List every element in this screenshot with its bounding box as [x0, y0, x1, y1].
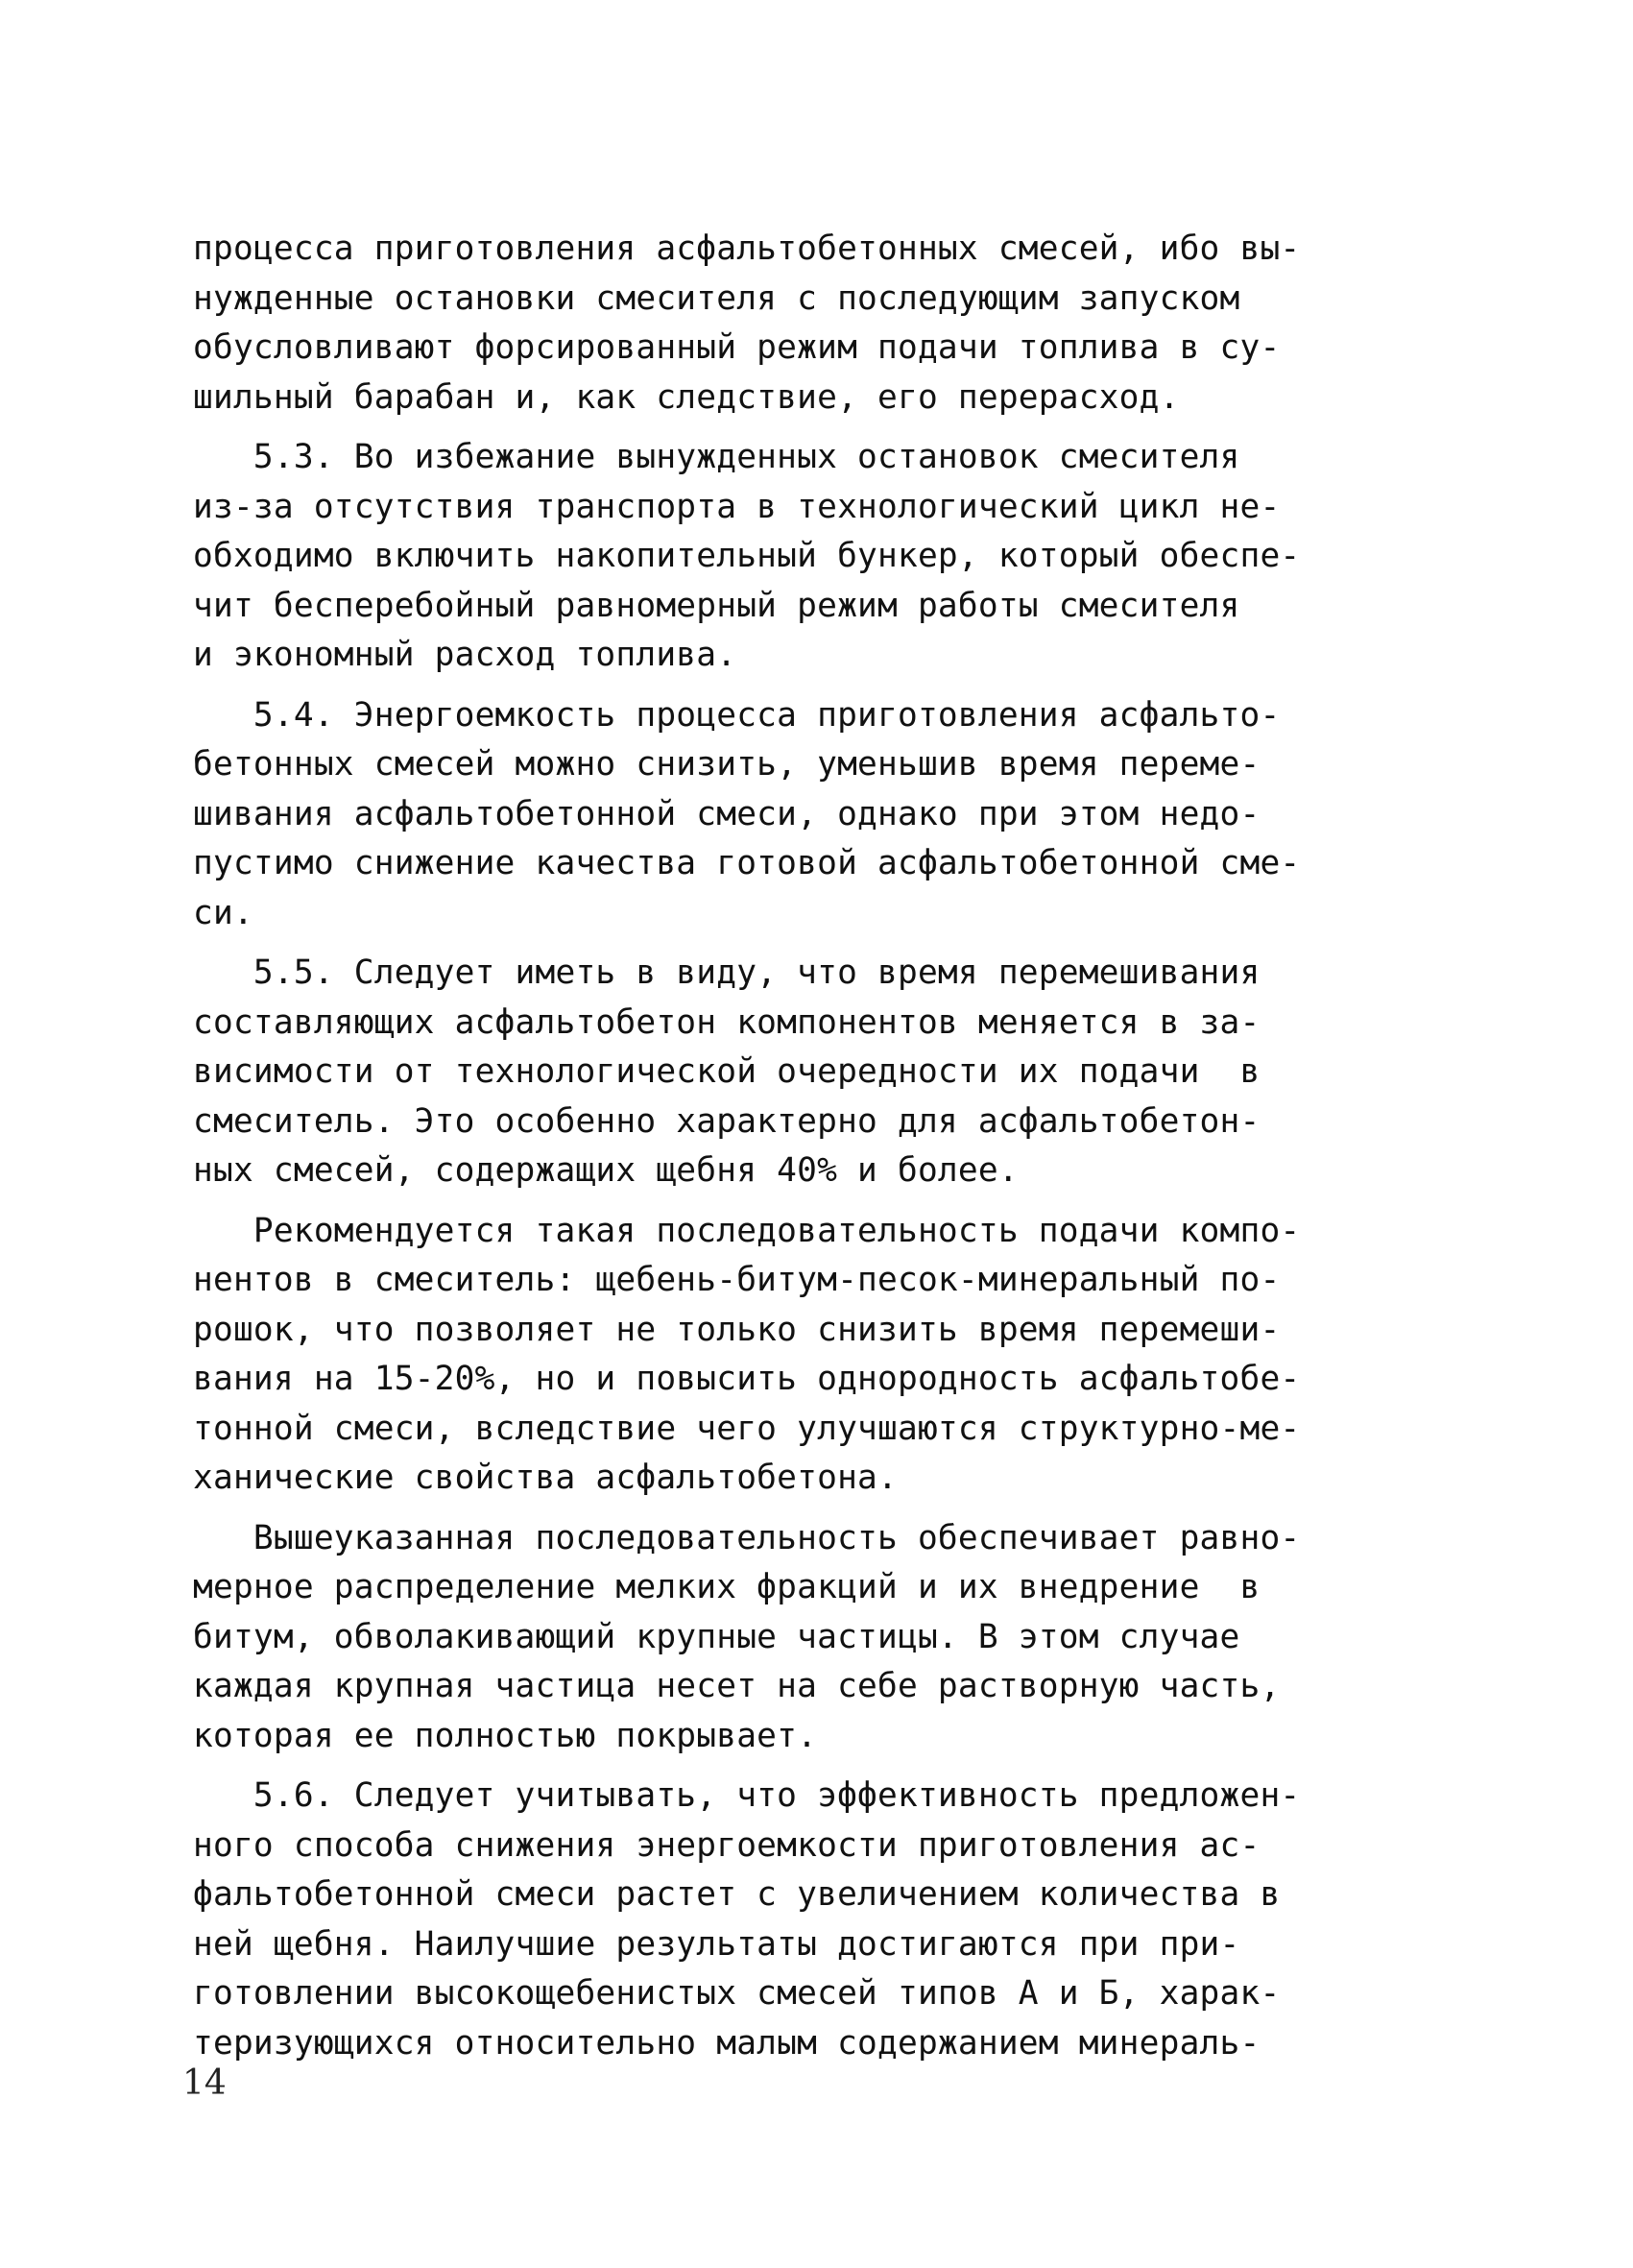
- text-line: мерное распределение мелких фракций и их внедрение в: [193, 1568, 1261, 1606]
- text-line: тонной смеси, вследствие чего улучшаются структурно-ме-: [193, 1409, 1301, 1448]
- text-line: которая ее полностью покрывает.: [193, 1716, 818, 1755]
- text-line: шильный барабан и, как следствие, его перерасход.: [193, 377, 1180, 417]
- text-line: ней щебня. Наилучшие результаты достигаются при при-: [193, 1924, 1240, 1964]
- page-number: 14: [182, 2063, 227, 2103]
- text-line: Вышеуказанная последовательность обеспечивает равно-: [193, 1518, 1301, 1557]
- text-line: и экономный расход топлива.: [193, 636, 737, 674]
- text-line: чит бесперебойный равномерный режим работы смесителя: [193, 586, 1240, 625]
- text-line: обходимо включить накопительный бункер, который обеспе-: [193, 537, 1301, 575]
- text-line: фальтобетонной смеси растет с увеличением количества в: [193, 1875, 1281, 1914]
- text-line: 5.4. Энергоемкость процесса приготовления асфальто-: [193, 695, 1281, 735]
- text-line: обусловливают форсированный режим подачи топлива в су-: [193, 328, 1281, 367]
- text-line: висимости от технологической очередности их подачи в: [193, 1052, 1261, 1091]
- text-line: нентов в смеситель: щебень-битум-песок-минеральный по-: [193, 1261, 1281, 1299]
- body-text: [193, 225, 1441, 2068]
- text-line: си.: [193, 893, 253, 932]
- text-line: ных смесей, содержащих щебня 40% и более.: [193, 1151, 1019, 1190]
- text-line: 5.5. Следует иметь в виду, что время перемешивания: [193, 953, 1261, 992]
- text-line: 5.6. Следует учитывать, что эффективность предложен-: [193, 1776, 1301, 1815]
- text-line: процесса приготовления асфальтобетонных смесей, ибо вы-: [193, 229, 1301, 268]
- text-line: битум, обволакивающий крупные частицы. В этом случае: [193, 1617, 1240, 1656]
- text-line: Рекомендуется такая последовательность подачи компо-: [193, 1211, 1301, 1250]
- text-line: теризующихся относительно малым содержанием минераль-: [193, 2023, 1261, 2063]
- text-line: 5.3. Во избежание вынужденных остановок смесителя: [193, 438, 1240, 476]
- text-line: бетонных смесей можно снизить, уменьшив время переме-: [193, 745, 1261, 784]
- text-line: нужденные остановки смесителя с последующим запуском: [193, 278, 1240, 318]
- text-line: пустимо снижение качества готовой асфальтобетонной сме-: [193, 844, 1301, 882]
- text-line: рошок, что позволяет не только снизить время перемеши-: [193, 1310, 1281, 1349]
- text-line: шивания асфальтобетонной смеси, однако при этом недо-: [193, 794, 1261, 833]
- text-line: из-за отсутствия транспорта в технологический цикл не-: [193, 487, 1281, 526]
- text-line: вания на 15-20%, но и повысить однородность асфальтобе-: [193, 1360, 1301, 1398]
- text-line: ханические свойства асфальтобетона.: [193, 1459, 898, 1497]
- text-line: ного способа снижения энергоемкости приготовления ас-: [193, 1825, 1261, 1865]
- text-line: каждая крупная частица несет на себе растворную часть,: [193, 1667, 1281, 1705]
- text-line: смеситель. Это особенно характерно для асфальтобетон-: [193, 1101, 1261, 1141]
- text-line: готовлении высокощебенистых смесей типов А и Б, харак-: [193, 1974, 1281, 2013]
- text-line: составляющих асфальтобетон компонентов меняется в за-: [193, 1002, 1261, 1042]
